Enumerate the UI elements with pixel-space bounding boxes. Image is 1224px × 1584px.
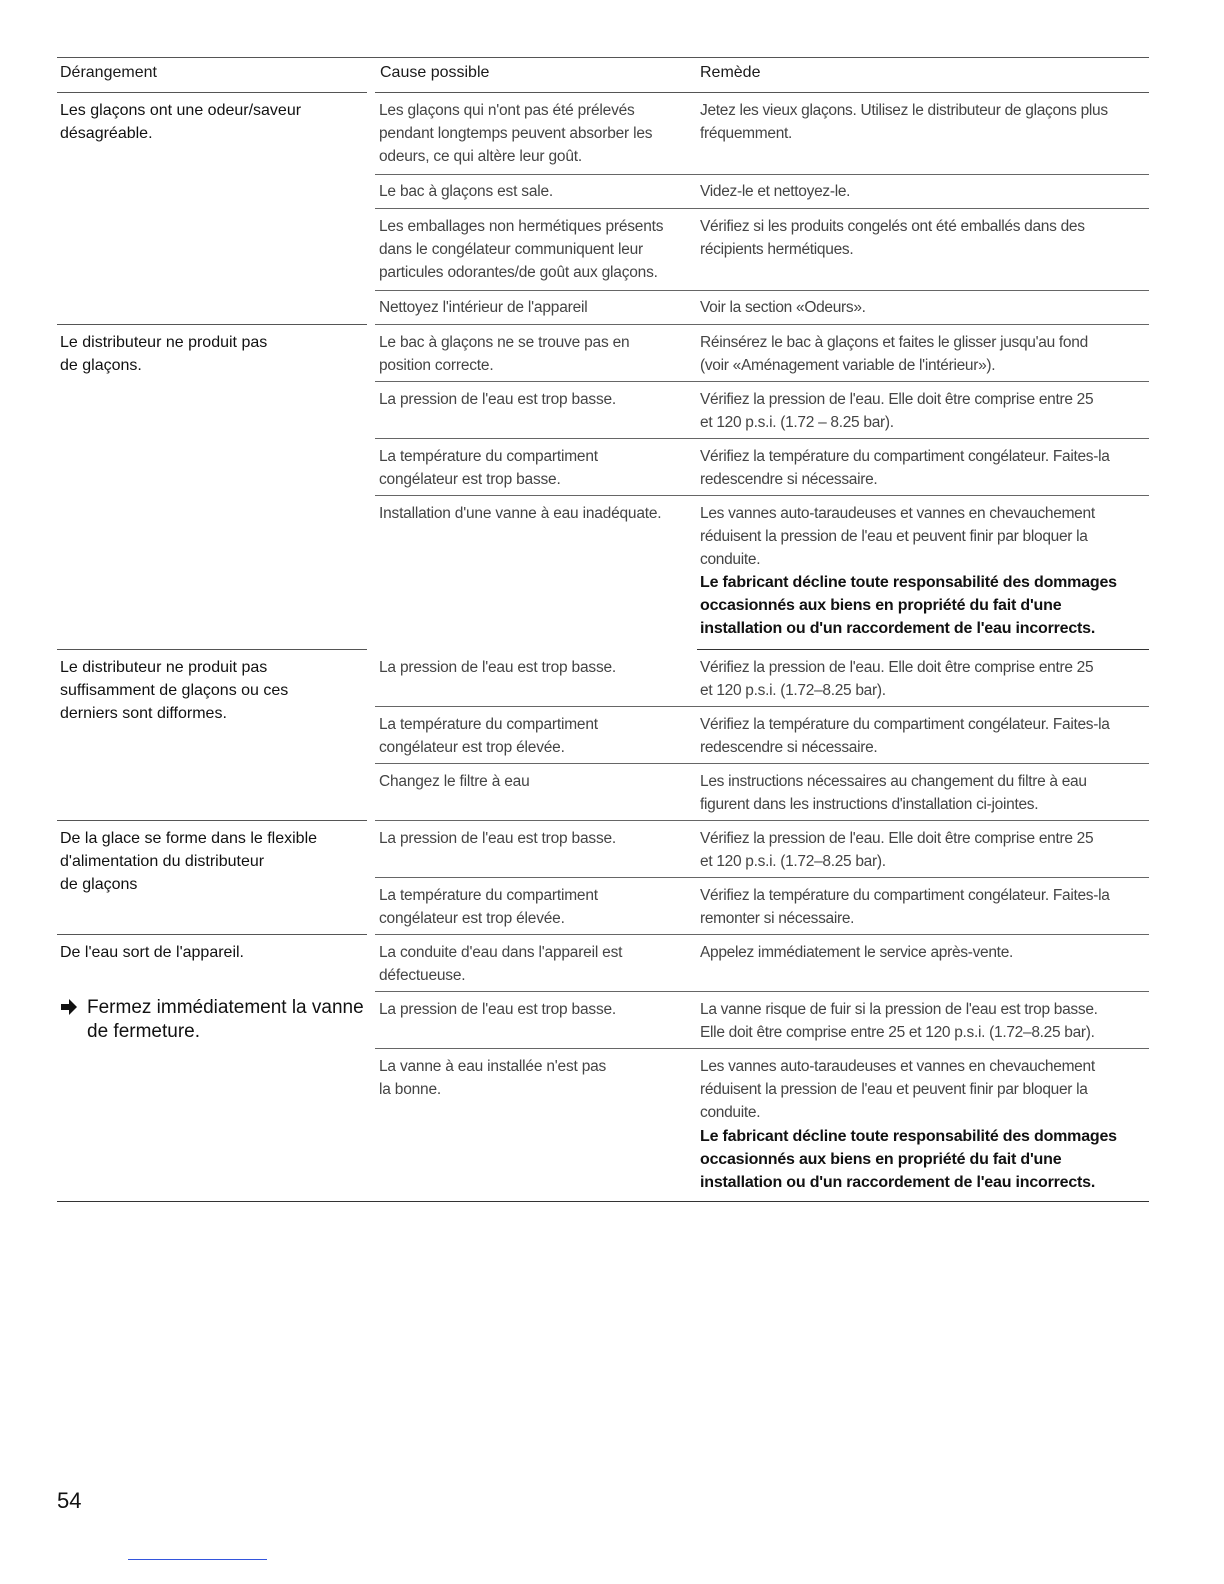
cause-text: La vanne à eau installée n'est pas la bonne. bbox=[379, 1058, 607, 1098]
row-divider bbox=[375, 877, 1149, 878]
row-divider bbox=[375, 706, 1149, 707]
remedy-text: Vérifiez la température du compartiment congélateur. Faites-la remonter si nécessaire. bbox=[700, 887, 1110, 927]
remedy-text: Appelez immédiatement le service après-vente. bbox=[700, 944, 1014, 961]
liability-notice: Le fabricant décline toute responsabilité des dommages occasionnés aux biens en propriété du fait d'une installation ou d'un raccordement de l'eau incorrects. bbox=[700, 1128, 1117, 1191]
cause-text: Les emballages non hermétiques présents dans le congélateur communiquent leur particules odorantes/de goût aux glaçons. bbox=[379, 218, 664, 281]
row-divider bbox=[375, 381, 1149, 382]
row-divider bbox=[375, 495, 1149, 496]
link-underline[interactable] bbox=[128, 1559, 267, 1560]
row-divider bbox=[375, 324, 1149, 325]
row-divider bbox=[375, 290, 1149, 291]
cause-text: Nettoyez l'intérieur de l'appareil bbox=[379, 299, 588, 316]
bottom-rule bbox=[57, 1201, 1149, 1202]
cause-text: La température du compartiment congélateur est trop élevée. bbox=[379, 887, 598, 927]
problem-text: De la glace se forme dans le flexible d'alimentation du distributeur de glaçons bbox=[60, 830, 318, 893]
header-rule bbox=[57, 92, 367, 93]
remedy-text: Vérifiez la pression de l'eau. Elle doit être comprise entre 25 et 120 p.s.i. (1.72–8.25 bar). bbox=[700, 830, 1094, 870]
cause-text: La température du compartiment congélateur est trop élevée. bbox=[379, 716, 598, 756]
top-rule bbox=[57, 57, 1149, 58]
page-number: 54 bbox=[57, 1488, 82, 1513]
remedy-text: Les vannes auto-taraudeuses et vannes en chevauchement réduisent la pression de l'eau et peuvent finir par bloquer la conduite. bbox=[700, 1058, 1095, 1121]
cause-text: La pression de l'eau est trop basse. bbox=[379, 391, 617, 408]
remedy-text: Voir la section «Odeurs». bbox=[700, 299, 866, 316]
row-divider bbox=[375, 991, 1149, 992]
cause-text: La température du compartiment congélateur est trop basse. bbox=[379, 448, 598, 488]
row-divider bbox=[375, 763, 1149, 764]
section-divider bbox=[57, 820, 367, 821]
row-divider bbox=[375, 174, 1149, 175]
remedy-text: Vérifiez la température du compartiment congélateur. Faites-la redescendre si nécessaire. bbox=[700, 716, 1110, 756]
cause-text: Le bac à glaçons est sale. bbox=[379, 183, 554, 200]
section-divider bbox=[57, 934, 367, 935]
cause-text: La pression de l'eau est trop basse. bbox=[379, 1001, 617, 1018]
row-divider bbox=[375, 934, 1149, 935]
cause-text: La pression de l'eau est trop basse. bbox=[379, 659, 617, 676]
row-divider bbox=[375, 1048, 1149, 1049]
cause-text: La conduite d'eau dans l'appareil est défectueuse. bbox=[379, 944, 623, 984]
row-divider bbox=[697, 649, 1149, 650]
header-rule bbox=[375, 92, 1149, 93]
problem-text: De l'eau sort de l'appareil. bbox=[60, 944, 244, 961]
remedy-text: Videz-le et nettoyez-le. bbox=[700, 183, 851, 200]
header-problem: Dérangement bbox=[60, 64, 157, 81]
section-divider bbox=[57, 649, 367, 650]
warning-text: Fermez immédiatement la vanne de fermeture. bbox=[87, 997, 364, 1042]
row-divider bbox=[375, 208, 1149, 209]
cause-text: Les glaçons qui n'ont pas été prélevés pendant longtemps peuvent absorber les odeurs, ce qui altère leur goût. bbox=[379, 102, 653, 165]
liability-notice: Le fabricant décline toute responsabilité des dommages occasionnés aux biens en propriété du fait d'une installation ou d'un raccordement de l'eau incorrects. bbox=[700, 574, 1117, 637]
header-remedy: Remède bbox=[700, 64, 761, 81]
cause-text: Le bac à glaçons ne se trouve pas en position correcte. bbox=[379, 334, 630, 374]
remedy-text: Les vannes auto-taraudeuses et vannes en chevauchement réduisent la pression de l'eau et peuvent finir par bloquer la conduite. bbox=[700, 505, 1095, 568]
remedy-text: Vérifiez la pression de l'eau. Elle doit être comprise entre 25 et 120 p.s.i. (1.72–8.25 bar). bbox=[700, 659, 1094, 699]
section-divider bbox=[57, 324, 367, 325]
remedy-text: Jetez les vieux glaçons. Utilisez le distributeur de glaçons plus fréquemment. bbox=[700, 102, 1108, 142]
remedy-text: Vérifiez la pression de l'eau. Elle doit être comprise entre 25 et 120 p.s.i. (1.72 – 8.25 bar). bbox=[700, 391, 1094, 431]
shutoff-warning bbox=[60, 996, 370, 1044]
problem-text: Les glaçons ont une odeur/saveur désagréable. bbox=[60, 102, 302, 142]
remedy-text: Vérifiez si les produits congelés ont été emballés dans des récipients hermétiques. bbox=[700, 218, 1085, 258]
problem-text: Le distributeur ne produit pas suffisamment de glaçons ou ces derniers sont difformes. bbox=[60, 659, 289, 722]
remedy-text: La vanne risque de fuir si la pression de l'eau est trop basse. Elle doit être comprise entre 25 et 120 p.s.i. (1.72–8.25 bar). bbox=[700, 1001, 1098, 1041]
problem-text: Le distributeur ne produit pas de glaçons. bbox=[60, 334, 268, 374]
cause-text: Installation d'une vanne à eau inadéquate. bbox=[379, 505, 662, 522]
arrow-right-icon bbox=[60, 998, 78, 1016]
remedy-text: Réinsérez le bac à glaçons et faites le glisser jusqu'au fond (voir «Aménagement variable de l'intérieur»). bbox=[700, 334, 1088, 374]
row-divider bbox=[375, 438, 1149, 439]
cause-text: La pression de l'eau est trop basse. bbox=[379, 830, 617, 847]
remedy-text: Vérifiez la température du compartiment congélateur. Faites-la redescendre si nécessaire. bbox=[700, 448, 1110, 488]
remedy-text: Les instructions nécessaires au changement du filtre à eau figurent dans les instructions d'installation ci-jointes. bbox=[700, 773, 1087, 813]
header-cause: Cause possible bbox=[380, 64, 490, 81]
cause-text: Changez le filtre à eau bbox=[379, 773, 530, 790]
row-divider bbox=[375, 820, 1149, 821]
